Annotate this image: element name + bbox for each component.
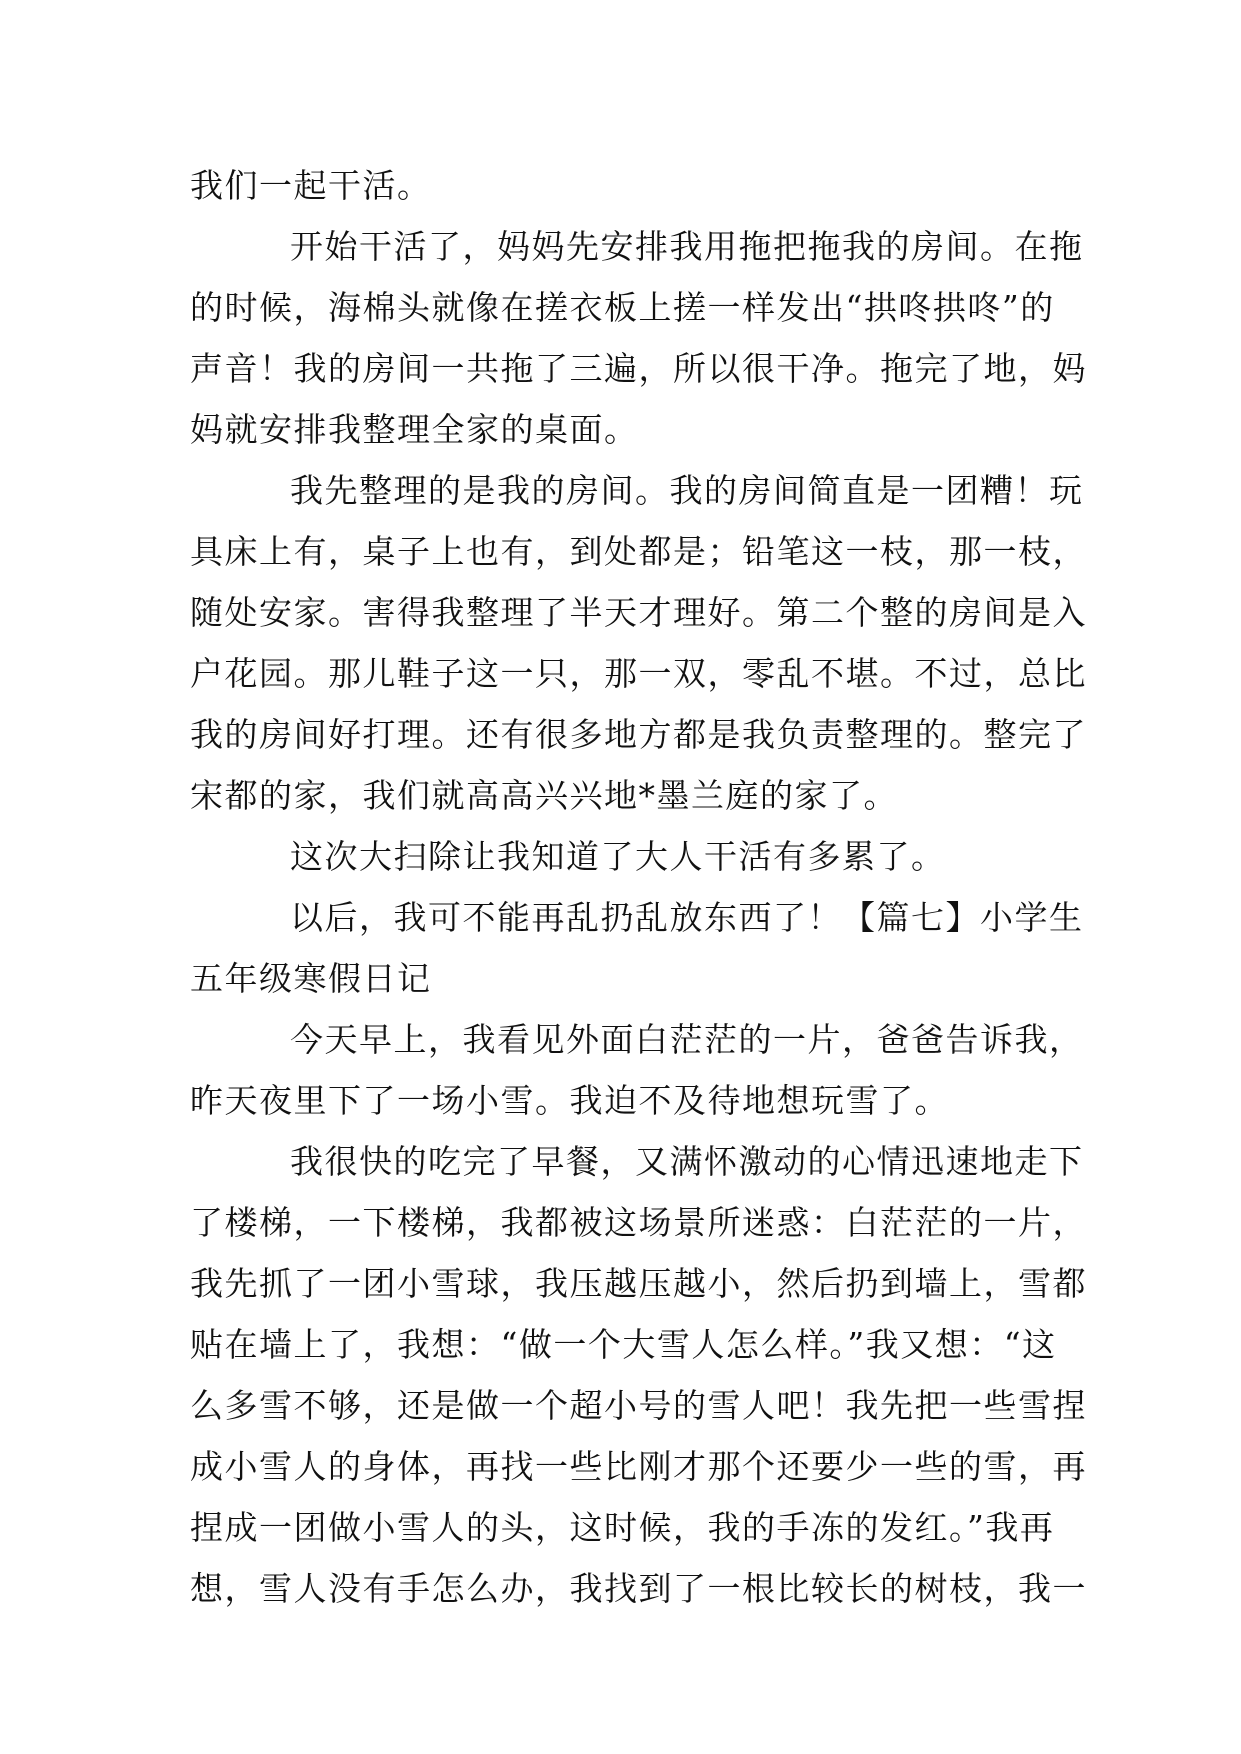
text-line: 我的房间好打理。还有很多地方都是我负责整理的。整完了: [190, 715, 1087, 754]
text-line: 随处安家。害得我整理了半天才理好。第二个整的房间是入: [190, 593, 1087, 632]
text-line: 捏成一团做小雪人的头，这时候，我的手冻的发红。”我再: [190, 1508, 1055, 1547]
text-line: 我很快的吃完了早餐，又满怀激动的心情迅速地走下: [290, 1142, 1084, 1181]
text-line: 我先抓了一团小雪球，我压越压越小，然后扔到墙上，雪都: [190, 1264, 1087, 1303]
text-line: 具床上有，桌子上也有，到处都是；铅笔这一枝，那一枝，: [190, 532, 1087, 571]
text-line: 成小雪人的身体，再找一些比刚才那个还要少一些的雪，再: [190, 1447, 1087, 1486]
text-line: 我们一起干活。: [190, 166, 432, 205]
text-line: 么多雪不够，还是做一个超小号的雪人吧！我先把一些雪捏: [190, 1386, 1087, 1425]
text-line: 了楼梯，一下楼梯，我都被这场景所迷惑：白茫茫的一片，: [190, 1203, 1087, 1242]
text-line: 五年级寒假日记: [190, 959, 432, 998]
text-line: 开始干活了，妈妈先安排我用拖把拖我的房间。在拖: [290, 227, 1084, 266]
text-line: 想，雪人没有手怎么办，我找到了一根比较长的树枝，我一: [190, 1569, 1087, 1608]
text-line: 今天早上，我看见外面白茫茫的一片，爸爸告诉我，: [290, 1020, 1084, 1059]
text-line: 声音！我的房间一共拖了三遍，所以很干净。拖完了地，妈: [190, 349, 1087, 388]
text-line: 以后，我可不能再乱扔乱放东西了！【篇七】小学生: [290, 898, 1084, 937]
text-line: 妈就安排我整理全家的桌面。: [190, 410, 639, 449]
text-line: 的时候，海棉头就像在搓衣板上搓一样发出“拱咚拱咚”的: [190, 288, 1055, 327]
text-line: 我先整理的是我的房间。我的房间简直是一团糟！玩: [290, 471, 1084, 510]
text-line: 这次大扫除让我知道了大人干活有多累了。: [290, 837, 946, 876]
text-line: 昨天夜里下了一场小雪。我迫不及待地想玩雪了。: [190, 1081, 949, 1120]
text-line: 宋都的家，我们就高高兴兴地*墨兰庭的家了。: [190, 776, 898, 815]
body-text: [190, 155, 1087, 1619]
text-line: 户花园。那儿鞋子这一只，那一双，零乱不堪。不过，总比: [190, 654, 1087, 693]
text-line: 贴在墙上了，我想：“做一个大雪人怎么样。”我又想：“这: [190, 1325, 1057, 1364]
